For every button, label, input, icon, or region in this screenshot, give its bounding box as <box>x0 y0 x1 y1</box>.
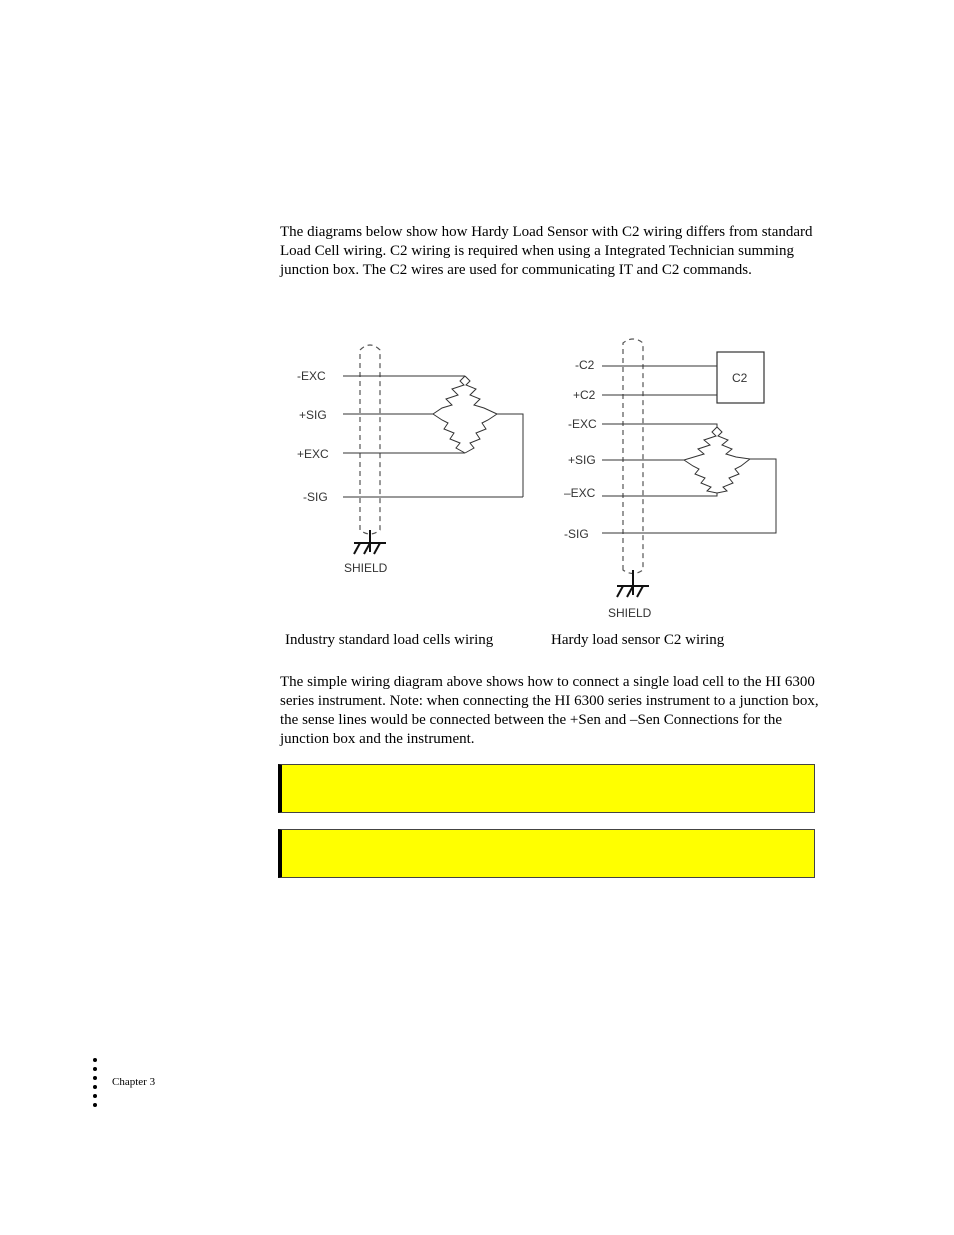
footer-chapter-label: Chapter 3 <box>112 1076 156 1088</box>
c2-box-label: C2 <box>732 371 748 385</box>
intro-paragraph: The diagrams below show how Hardy Load Sensor with C2 wiring differs from standard Load Cell wiring. C2 wiring is required when using a Integrated Technician summing junction box. The C2 wires are used for communicating IT and C2 commands. <box>280 224 813 278</box>
caption-c2-wiring: Hardy load sensor C2 wiring <box>551 632 725 648</box>
label-minus-sig: -SIG <box>564 527 589 541</box>
label-plus-exc: +EXC <box>297 447 329 461</box>
shield-cable <box>360 345 380 534</box>
strain-gauge-bridge <box>433 376 497 453</box>
label-minus-exc: -EXC <box>568 417 597 431</box>
footer-dots-decoration <box>93 1058 99 1110</box>
label-minus-exc-2: –EXC <box>564 486 596 500</box>
wire-minus-exc-2 <box>602 493 717 496</box>
ground-icon <box>617 570 649 597</box>
label-minus-sig: -SIG <box>303 490 328 504</box>
c2-load-sensor-wiring-diagram <box>560 333 785 623</box>
label-minus-c2: -C2 <box>575 358 595 372</box>
shield-label: SHIELD <box>344 561 388 575</box>
body-paragraph: The simple wiring diagram above shows how to connect a single load cell to the HI 6300 series instrument. Note: when connecting the HI 6300 series instrument to a junction box, the sense lines would be connected between the +Sen and –Sen Connections for the junction box and the instrument. <box>280 674 819 747</box>
note-box <box>278 764 815 813</box>
wire-minus-exc <box>602 424 717 427</box>
shield-cable <box>623 339 643 574</box>
label-minus-exc: -EXC <box>297 369 326 383</box>
wire-sig-return <box>497 414 523 497</box>
label-plus-sig: +SIG <box>568 453 596 467</box>
caption-standard-wiring: Industry standard load cells wiring <box>285 632 494 648</box>
note-box <box>278 829 815 878</box>
ground-icon <box>354 530 386 554</box>
label-plus-sig: +SIG <box>299 408 327 422</box>
shield-label: SHIELD <box>608 606 652 620</box>
label-plus-c2: +C2 <box>573 388 596 402</box>
standard-load-cell-wiring-diagram <box>290 335 530 580</box>
strain-gauge-bridge <box>684 427 750 493</box>
